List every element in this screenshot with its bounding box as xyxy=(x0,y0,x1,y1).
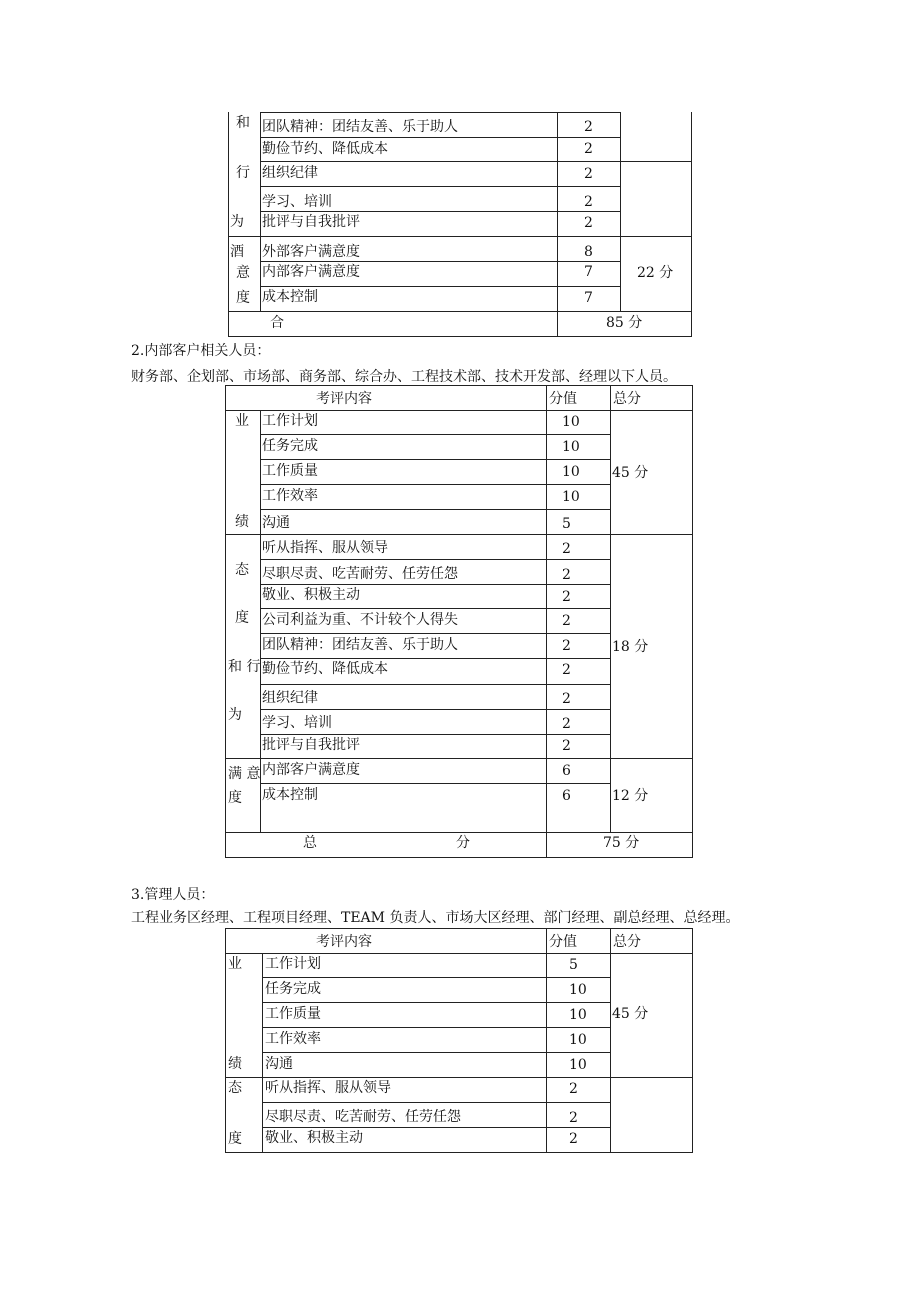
score-value: 2 xyxy=(584,119,593,135)
item-label: 学习、培训 xyxy=(262,715,332,731)
score-value: 6 xyxy=(562,763,571,779)
score-value: 2 xyxy=(562,738,571,754)
header-total: 总分 xyxy=(613,391,641,407)
item-label: 工作计划 xyxy=(262,413,318,429)
header-score: 分值 xyxy=(549,391,577,407)
item-label: 沟通 xyxy=(262,515,290,531)
score-value: 2 xyxy=(562,691,571,707)
score-value: 2 xyxy=(562,638,571,654)
item-label: 工作质量 xyxy=(262,463,318,479)
score-value: 2 xyxy=(562,716,571,732)
category-label: 度 xyxy=(235,610,249,626)
item-label: 尽职尽责、吃苦耐劳、任劳任怨 xyxy=(265,1109,461,1125)
item-label: 工作质量 xyxy=(265,1006,321,1022)
category-label: 度 xyxy=(228,790,242,806)
total-label: 分 xyxy=(456,835,470,851)
item-label: 任务完成 xyxy=(265,981,321,997)
category-label: 业 xyxy=(235,413,249,429)
item-label: 工作计划 xyxy=(265,956,321,972)
category-label: 行 xyxy=(236,165,250,181)
item-label: 批评与自我批评 xyxy=(262,214,360,230)
item-label: 组织纪律 xyxy=(262,165,318,181)
header-score: 分值 xyxy=(549,934,577,950)
subtotal-value: 12 分 xyxy=(612,788,649,804)
item-label: 尽职尽责、吃苦耐劳、任劳任怨 xyxy=(262,566,458,582)
category-label: 态 xyxy=(235,562,249,578)
item-label: 敬业、积极主动 xyxy=(265,1130,363,1146)
item-label: 勤俭节约、降低成本 xyxy=(262,661,388,677)
score-value: 2 xyxy=(584,141,593,157)
item-label: 内部客户满意度 xyxy=(262,264,360,280)
section-heading: 3.管理人员： xyxy=(131,887,215,903)
item-label: 内部客户满意度 xyxy=(262,762,360,778)
category-label: 为 xyxy=(230,214,244,230)
item-label: 听从指挥、服从领导 xyxy=(265,1080,391,1096)
score-value: 2 xyxy=(562,613,571,629)
item-label: 沟通 xyxy=(265,1056,293,1072)
header-total: 总分 xyxy=(613,934,641,950)
section-heading: 2.内部客户相关人员： xyxy=(131,343,271,359)
category-label: 度 xyxy=(236,290,250,306)
category-label: 意 xyxy=(236,265,250,281)
item-label: 勤俭节约、降低成本 xyxy=(262,141,388,157)
score-value: 2 xyxy=(569,1131,578,1147)
score-value: 10 xyxy=(569,982,587,998)
score-value: 7 xyxy=(584,290,593,306)
section-description: 工程业务区经理、工程项目经理、TEAM 负责人、市场大区经理、部门经理、副总经理、总经理。 xyxy=(131,910,740,926)
score-value: 5 xyxy=(562,516,571,532)
item-label: 团队精神：团结友善、乐于助人 xyxy=(262,637,458,653)
item-label: 听从指挥、服从领导 xyxy=(262,540,388,556)
category-label: 度 xyxy=(228,1131,242,1147)
score-value: 2 xyxy=(584,194,593,210)
score-value: 10 xyxy=(562,414,580,430)
item-label: 组织纪律 xyxy=(262,690,318,706)
category-label: 绩 xyxy=(228,1056,242,1072)
score-value: 2 xyxy=(562,589,571,605)
score-value: 5 xyxy=(569,957,578,973)
category-label: 和 xyxy=(236,115,250,131)
header-content: 考评内容 xyxy=(316,391,372,407)
score-value: 2 xyxy=(562,662,571,678)
subtotal-value: 18 分 xyxy=(612,639,649,655)
section-description: 财务部、企划部、市场部、商务部、综合办、工程技术部、技术开发部、经理以下人员。 xyxy=(131,369,677,385)
header-content: 考评内容 xyxy=(316,934,372,950)
score-value: 8 xyxy=(584,244,593,260)
score-value: 2 xyxy=(569,1110,578,1126)
score-value: 10 xyxy=(562,464,580,480)
score-value: 2 xyxy=(584,215,593,231)
item-label: 工作效率 xyxy=(265,1031,321,1047)
total-label: 总 xyxy=(303,835,317,851)
score-value: 2 xyxy=(569,1081,578,1097)
score-value: 2 xyxy=(584,166,593,182)
item-label: 成本控制 xyxy=(262,787,318,803)
subtotal-value: 45 分 xyxy=(612,465,649,481)
score-value: 6 xyxy=(562,788,571,804)
score-value: 2 xyxy=(562,567,571,583)
score-value: 10 xyxy=(569,1007,587,1023)
score-value: 10 xyxy=(562,439,580,455)
category-label: 绩 xyxy=(235,514,249,530)
subtotal-value: 45 分 xyxy=(612,1006,649,1022)
score-value: 10 xyxy=(569,1032,587,1048)
category-label: 满 意 xyxy=(228,766,261,782)
score-value: 2 xyxy=(562,541,571,557)
score-value: 10 xyxy=(562,489,580,505)
total-value: 85 分 xyxy=(606,315,643,331)
category-label: 态 xyxy=(228,1080,242,1096)
subtotal-value: 22 分 xyxy=(637,265,674,281)
item-label: 任务完成 xyxy=(262,438,318,454)
item-label: 批评与自我批评 xyxy=(262,737,360,753)
item-label: 敬业、积极主动 xyxy=(262,587,360,603)
score-value: 7 xyxy=(584,264,593,280)
score-value: 10 xyxy=(569,1057,587,1073)
total-label: 合 xyxy=(270,315,284,331)
total-value: 75 分 xyxy=(603,835,640,851)
item-label: 工作效率 xyxy=(262,488,318,504)
category-label: 酒 xyxy=(230,244,244,260)
category-label: 业 xyxy=(228,956,242,972)
item-label: 公司利益为重、不计较个人得失 xyxy=(262,612,458,628)
category-label: 和 行 xyxy=(228,659,261,675)
item-label: 成本控制 xyxy=(262,289,318,305)
item-label: 团队精神：团结友善、乐于助人 xyxy=(262,119,458,135)
item-label: 外部客户满意度 xyxy=(262,244,360,260)
item-label: 学习、培训 xyxy=(262,194,332,210)
category-label: 为 xyxy=(228,707,242,723)
